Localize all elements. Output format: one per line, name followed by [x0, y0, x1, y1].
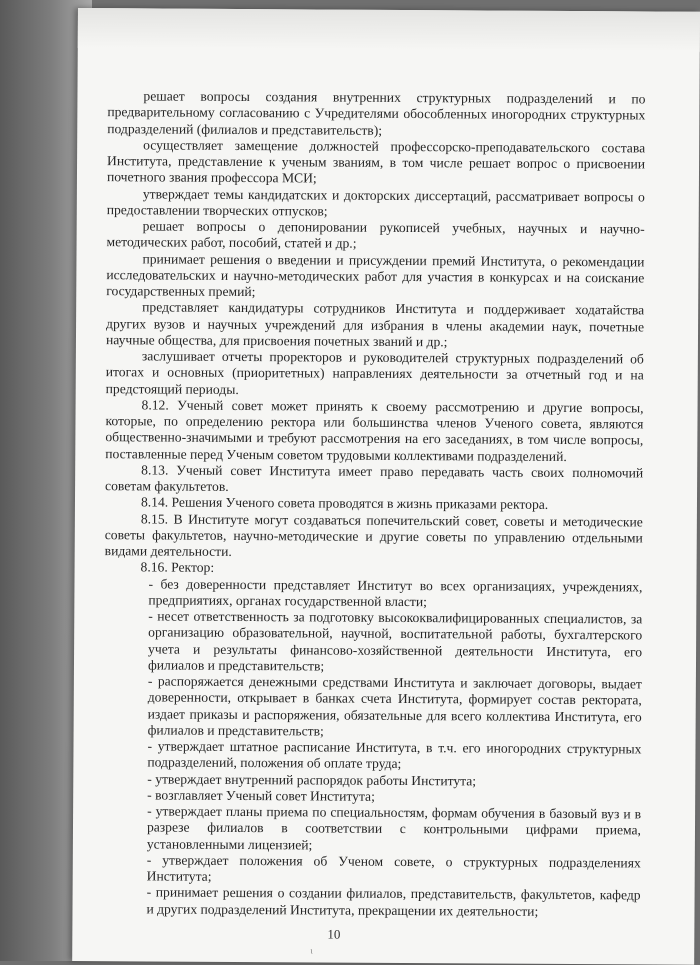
- paragraph: решает вопросы о депонировании рукописей учебных, научных и научно-методических работ, пособий, статей и др.;: [106, 218, 645, 251]
- list-item: - возглавляет Ученый совет Института;: [147, 787, 375, 804]
- paragraph: заслушивает отчеты проректоров и руководителей структурных подразделений об итогах и основных (приоритетных) направлениях деятельности за отчетный год и на предстоящий периоды.: [105, 348, 644, 397]
- clause-8-14: 8.14. Решения Ученого совета проводятся в жизнь приказами ректора.: [140, 494, 549, 513]
- list-item: - утверждает планы приема по специальностям, формам обучения в базовый вуз и в разрезе филиалов в соответствии с контрольными цифрами приема, установленными лицензией;: [146, 803, 642, 852]
- paragraph: утверждает темы кандидатских и докторских диссертаций, рассматривает вопросы о предоставлении творческих отпусков;: [106, 185, 645, 219]
- scan-artifact-mark: ι: [310, 945, 313, 956]
- list-item: - утверждает штатное расписание Института, в т.ч. его иногородних структурных подразделений, положения об оплате труда;: [147, 738, 642, 772]
- list-item: - принимает решения о создании филиалов, представительств, факультетов, кафедр и других подразделений Института, прекращении их деятельности;: [146, 884, 641, 919]
- list-item: - распоряжается денежными средствами Института и заключает договоры, выдает доверенности, открывает в банках счета Института, формирует состав ректората, издает приказы и распоряжения, обязательные для всего коллектива Института, его филиалов и представительств;: [147, 673, 642, 739]
- page-top-shadow: [78, 8, 700, 52]
- paragraph: принимает решения о введении и присуждении премий Института, о рекомендации исследовательских и научно-методических работ для участия в конкурсах и на соискание государственных премий;: [106, 250, 645, 300]
- paragraph: осуществляет замещение должностей профессорско-преподавательского состава Института, представление к ученым званиям, в том числе решает вопрос о присвоении почетного звания профессора МСИ;: [106, 137, 646, 186]
- clause-8-12: 8.12. Ученый совет может принять к своему рассмотрению и другие вопросы, которые, по определению ректора или большинства членов Ученого совета, являются общественно-значимыми и требуют рассмотрения на его заседаниях, в том числе вопросы, поставленные перед Ученым советом трудовыми коллективами подразделений.: [105, 397, 644, 464]
- list-item: - утверждает внутренний распорядок работы Института;: [147, 770, 477, 788]
- document-body: [102, 88, 645, 920]
- list-item: - утверждает положения об Ученом совете, о структурных подразделениях Института;: [146, 852, 641, 884]
- list-item: - без доверенности представляет Институт во всех организациях, учреждениях, предприятиях, органах государственной власти;: [148, 575, 643, 609]
- page-number: 10: [327, 926, 341, 942]
- clause-8-15: 8.15. В Институте могут создаваться попечительский совет, советы и методические советы факультетов, научно-методические и другие советы по управлению отдельными видами деятельности.: [104, 510, 643, 559]
- clause-8-13: 8.13. Ученый совет Института имеет право передавать часть своих полномочий советам факультетов.: [105, 462, 644, 494]
- list-item: - несет ответственность за подготовку высококвалифицированных специалистов, за организацию образовательной, научной, воспитательной работы, бухгалтерского учета и результаты финансово-хозяйственной деятельности Института, его филиалов и представительств;: [147, 608, 643, 674]
- rector-duties-list: [146, 576, 642, 920]
- paragraph: решает вопросы создания внутренних структурных подразделений и по предварительному согласованию с Учредителями обособленных иногородних структурных подразделений (филиалов и представительств);: [107, 88, 646, 138]
- clause-8-16-heading: 8.16. Ректор:: [140, 559, 215, 576]
- document-page: [72, 8, 700, 965]
- paragraph: представляет кандидатуры сотрудников Института и поддерживает ходатайства других вузов и научных учреждений для избрания в члены академии наук, почетные научные общества, для присвоения почетных званий и др.;: [105, 299, 645, 350]
